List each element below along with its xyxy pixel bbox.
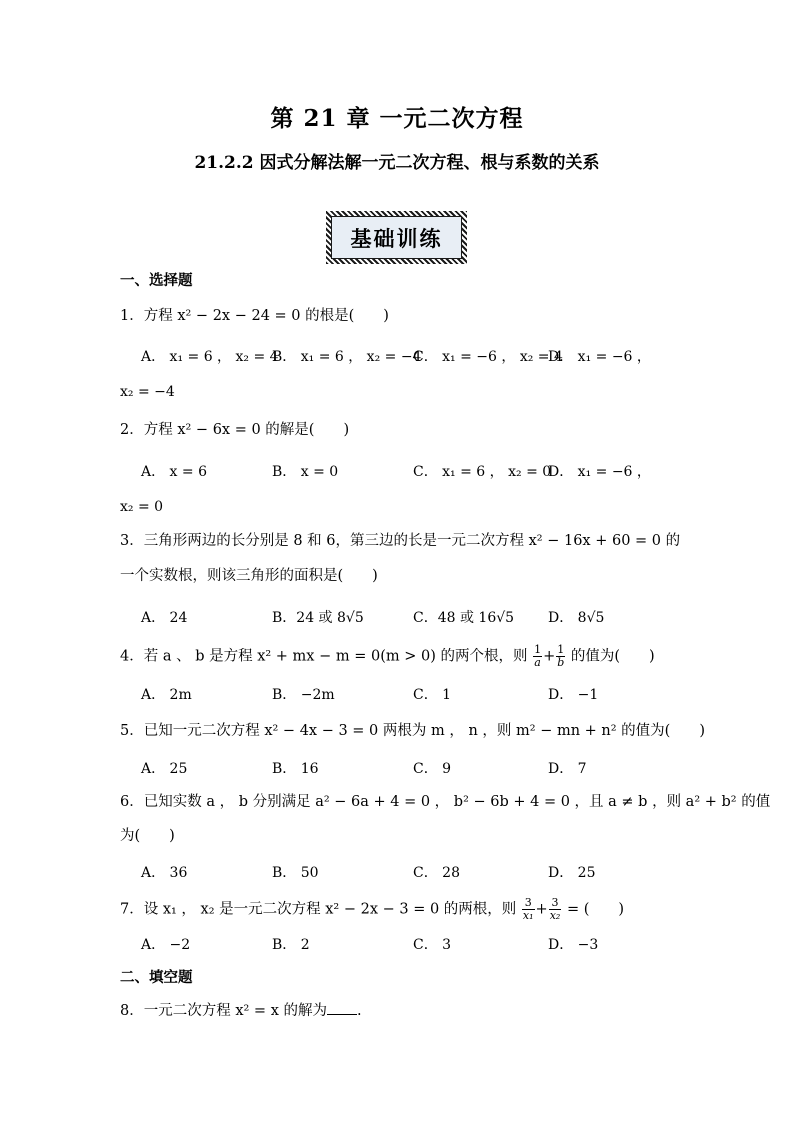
- q6-option-b: B． 50: [272, 865, 319, 881]
- q4-option-c: C． 1: [413, 687, 452, 703]
- q2-option-b: B． x = 0: [272, 464, 339, 480]
- q6-option-a: A． 36: [141, 865, 188, 881]
- q7-option-b: B． 2: [272, 937, 310, 953]
- q4-option-a: A． 2m: [141, 687, 192, 703]
- basic-training-badge: [326, 211, 467, 264]
- q4-option-b: B． −2m: [272, 687, 335, 703]
- q2-option-d: D． x₁ = −6 ，: [548, 464, 651, 480]
- q1-option-d-cont: x₂ = −4: [120, 384, 175, 400]
- q5-option-c: C． 9: [413, 761, 452, 777]
- q6-option-d: D． 25: [548, 865, 596, 881]
- q4-stem-pre: 4．若 a 、 b 是方程 x² + mx − m = 0(m > 0) 的两个根，则: [120, 648, 528, 665]
- q8-stem-post: .: [356, 1003, 362, 1019]
- section-fill-heading: 二、填空题: [120, 969, 193, 986]
- q1-option-c: C． x₁ = −6 ， x₂ = 4: [413, 349, 563, 365]
- q3-stem-cont: 一个实数根，则该三角形的面积是( ): [120, 568, 378, 584]
- q4-option-d: D． −1: [548, 687, 599, 703]
- q2-stem: 2．方程 x² − 6x = 0 的解是( ): [120, 422, 350, 438]
- q7-stem-post: = ( ): [566, 901, 625, 918]
- q5-option-a: A． 25: [141, 761, 188, 777]
- badge-label: 基础训练: [331, 216, 462, 259]
- q2-option-a: A． x = 6: [141, 464, 207, 480]
- q1-stem: 1．方程 x² − 2x − 24 = 0 的根是( ): [120, 308, 389, 324]
- q1-option-d: D． x₁ = −6 ，: [548, 349, 651, 365]
- q3-option-a: A． 24: [141, 610, 188, 626]
- chapter-title: 第 21 章 一元二次方程: [270, 105, 524, 132]
- q6-stem-cont: 为( ): [120, 828, 175, 844]
- q4-fraction-1-over-b: $\frac{1}{b}$: [557, 643, 565, 669]
- q3-option-c: C．48 或 16√5: [413, 610, 515, 626]
- q7-fraction-3-over-x1: $\frac{3}{\text{x₁}}$: [522, 896, 534, 922]
- q6-stem: 6．已知实数 a ， b 分别满足 a² − 6a + 4 = 0 ， b² − 6b + 4 = 0 ，且 a ≠ b ，则 a² + b² 的值: [120, 794, 771, 810]
- q2-option-d-cont: x₂ = 0: [120, 499, 164, 515]
- q3-option-d: D． 8√5: [548, 610, 605, 626]
- q6-option-c: C． 28: [413, 865, 460, 881]
- q4-stem-post: 的值为( ): [570, 648, 655, 665]
- q7-fraction-3-over-x2: $\frac{3}{\text{x₂}}$: [549, 896, 561, 922]
- q5-option-d: D． 7: [548, 761, 587, 777]
- q7-option-d: D． −3: [548, 937, 599, 953]
- q5-option-b: B． 16: [272, 761, 319, 777]
- q1-option-b: B． x₁ = 6 ， x₂ = −4: [272, 349, 422, 365]
- q7-option-c: C． 3: [413, 937, 452, 953]
- q4-stem: 4．若 a 、 b 是方程 x² + mx − m = 0(m > 0) 的两个根，则 $\frac{1}{a}$ + $\frac{1}{b}$ 的值为( ): [120, 643, 655, 669]
- section-choice-heading: 一、选择题: [120, 272, 193, 289]
- q3-stem: 3．三角形两边的长分别是 8 和 6，第三边的长是一元二次方程 x² − 16x + 60 = 0 的: [120, 533, 681, 549]
- q7-option-a: A． −2: [141, 937, 191, 953]
- q8-answer-blank[interactable]: [327, 1000, 357, 1015]
- q4-fraction-1-over-a: $\frac{1}{a}$: [534, 643, 542, 669]
- q7-stem-pre: 7．设 x₁ ， x₂ 是一元二次方程 x² − 2x − 3 = 0 的两根，则: [120, 901, 517, 918]
- q2-option-c: C． x₁ = 6 ， x₂ = 0: [413, 464, 552, 480]
- lesson-subtitle: 21.2.2 因式分解法解一元二次方程、根与系数的关系: [194, 153, 600, 173]
- q5-stem: 5．已知一元二次方程 x² − 4x − 3 = 0 两根为 m ， n ，则 m² − mn + n² 的值为( ): [120, 723, 705, 739]
- q3-option-b: B．24 或 8√5: [272, 610, 364, 626]
- q8-stem-pre: 8．一元二次方程 x² = x 的解为: [120, 1003, 327, 1019]
- q7-stem: 7．设 x₁ ， x₂ 是一元二次方程 x² − 2x − 3 = 0 的两根，则 $\frac{3}{\text{x₁}}$ + $\frac{3}{\text{x₂}}$ = ( ): [120, 896, 625, 922]
- q8-stem: [120, 1000, 362, 1021]
- q1-option-a: A． x₁ = 6 ， x₂ = 4: [141, 349, 279, 365]
